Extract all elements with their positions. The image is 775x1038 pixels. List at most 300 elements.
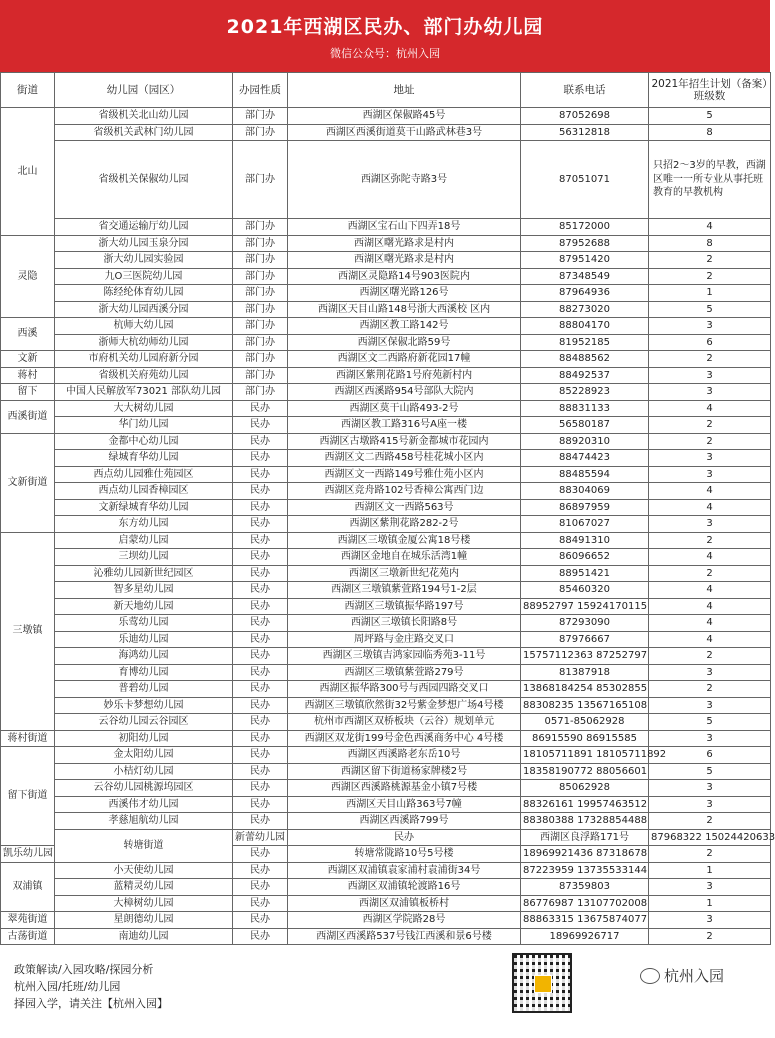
qr-logo xyxy=(534,975,552,993)
address-cell: 西湖区古墩路415号新金都城市花园内 xyxy=(288,433,521,450)
address-cell: 西湖区双浦镇轮渡路16号 xyxy=(288,879,521,896)
phone-cell: 87952688 xyxy=(521,235,649,252)
classes-cell: 3 xyxy=(649,879,771,896)
type-cell: 部门办 xyxy=(233,268,288,285)
kindergarten-name-cell: 南迪幼儿园 xyxy=(55,928,233,945)
phone-cell: 87223959 13735533144 xyxy=(521,862,649,879)
type-cell: 民办 xyxy=(233,433,288,450)
phone-cell: 88831133 xyxy=(521,400,649,417)
type-cell: 民办 xyxy=(233,664,288,681)
kindergarten-name-cell: 省级机关府苑幼儿园 xyxy=(55,367,233,384)
kindergarten-name-cell: 新天地幼儿园 xyxy=(55,598,233,615)
phone-cell: 18105711891 18105711892 xyxy=(521,747,649,764)
type-cell: 部门办 xyxy=(233,334,288,351)
table-row xyxy=(1,108,771,125)
type-cell: 民办 xyxy=(233,466,288,483)
classes-cell: 4 xyxy=(649,631,771,648)
table-row xyxy=(1,928,771,945)
table-row xyxy=(1,351,771,368)
phone-cell: 88804170 xyxy=(521,318,649,335)
type-cell: 民办 xyxy=(233,549,288,566)
classes-cell: 4 xyxy=(649,549,771,566)
phone-cell: 56312818 xyxy=(521,124,649,141)
district-cell: 灵隐 xyxy=(1,235,55,318)
kindergarten-name-cell: 省级机关武林门幼儿园 xyxy=(55,124,233,141)
phone-cell: 88326161 19957463512 xyxy=(521,796,649,813)
district-cell: 三墩镇 xyxy=(1,532,55,730)
classes-cell: 4 xyxy=(649,615,771,632)
address-cell: 西湖区留下街道杨家牌楼2号 xyxy=(288,763,521,780)
table-row xyxy=(1,301,771,318)
table-row xyxy=(1,141,771,219)
classes-cell: 3 xyxy=(649,730,771,747)
phone-cell: 87359803 xyxy=(521,879,649,896)
kindergarten-name-cell: 省级机关保俶幼儿园 xyxy=(55,141,233,219)
kindergarten-name-cell: 西点幼儿园香樟园区 xyxy=(55,483,233,500)
type-cell: 民办 xyxy=(233,450,288,467)
table-row xyxy=(1,648,771,665)
footer-line: 择园入学，请关注【杭州入园】 xyxy=(14,997,168,1010)
address-cell: 西湖区天目山路148号浙大西溪校 区内 xyxy=(288,301,521,318)
phone-cell: 88380388 17328854488 xyxy=(521,813,649,830)
phone-cell: 81387918 xyxy=(521,664,649,681)
kindergarten-name-cell: 孝慈旭航幼儿园 xyxy=(55,813,233,830)
type-cell: 部门办 xyxy=(233,235,288,252)
type-cell: 部门办 xyxy=(233,141,288,219)
phone-cell: 88952797 15924170115 xyxy=(521,598,649,615)
phone-cell: 88474423 xyxy=(521,450,649,467)
table-row xyxy=(1,268,771,285)
col-header-address: 地址 xyxy=(288,73,521,108)
classes-cell: 3 xyxy=(649,780,771,797)
phone-cell: 88951421 xyxy=(521,565,649,582)
table-row xyxy=(1,499,771,516)
classes-cell: 2 xyxy=(649,846,771,863)
type-cell: 民办 xyxy=(233,532,288,549)
footer-line: 杭州入园/托班/幼儿园 xyxy=(14,980,121,993)
type-cell: 民办 xyxy=(233,862,288,879)
type-cell: 部门办 xyxy=(233,108,288,125)
type-cell: 部门办 xyxy=(233,219,288,236)
kindergarten-name-cell: 云谷幼儿园桃源坞园区 xyxy=(55,780,233,797)
type-cell: 民办 xyxy=(233,582,288,599)
address-cell: 西湖区文二西路458号桂花城小区内 xyxy=(288,450,521,467)
classes-cell: 3 xyxy=(649,367,771,384)
district-cell: 双浦镇 xyxy=(1,862,55,912)
address-cell: 西湖区三墩镇长阳路8号 xyxy=(288,615,521,632)
address-cell: 西湖区三墩新世纪花苑内 xyxy=(288,565,521,582)
classes-cell: 3 xyxy=(649,384,771,401)
kindergarten-name-cell: 九O三医院幼儿园 xyxy=(55,268,233,285)
address-cell: 西湖区三墩镇欣然街32号紫金梦想广场4号楼 xyxy=(288,697,521,714)
classes-cell: 3 xyxy=(649,664,771,681)
classes-cell: 8 xyxy=(649,124,771,141)
table-row xyxy=(1,433,771,450)
kindergarten-name-cell: 蓝精灵幼儿园 xyxy=(55,879,233,896)
col-header-name: 幼儿园（园区） xyxy=(55,73,233,108)
kindergarten-table xyxy=(0,72,775,945)
kindergarten-name-cell: 西点幼儿园雅仕苑园区 xyxy=(55,466,233,483)
phone-cell: 0571-85062928 xyxy=(521,714,649,731)
classes-cell: 4 xyxy=(649,219,771,236)
type-cell: 民办 xyxy=(233,598,288,615)
table-row xyxy=(1,549,771,566)
kindergarten-name-cell: 华门幼儿园 xyxy=(55,417,233,434)
table-row xyxy=(1,252,771,269)
district-cell: 西溪街道 xyxy=(1,400,55,433)
kindergarten-name-cell: 文新绿城育华幼儿园 xyxy=(55,499,233,516)
table-row xyxy=(1,582,771,599)
kindergarten-name-cell: 金都中心幼儿园 xyxy=(55,433,233,450)
kindergarten-name-cell: 小桔灯幼儿园 xyxy=(55,763,233,780)
classes-cell: 只招2～3岁的早教，西湖区唯一一所专业从事托班教育的早教机构 xyxy=(649,141,771,219)
phone-cell: 15757112363 87252797 xyxy=(521,648,649,665)
type-cell: 民办 xyxy=(233,796,288,813)
classes-cell: 6 xyxy=(649,334,771,351)
classes-cell: 2 xyxy=(649,532,771,549)
type-cell: 部门办 xyxy=(233,367,288,384)
footer-text xyxy=(14,961,168,1012)
address-cell: 周坪路与金庄路交叉口 xyxy=(288,631,521,648)
phone-cell: 88491310 xyxy=(521,532,649,549)
district-cell: 留下街道 xyxy=(1,747,55,846)
classes-cell: 2 xyxy=(649,681,771,698)
phone-cell: 85228923 xyxy=(521,384,649,401)
classes-cell: 4 xyxy=(649,598,771,615)
table-row xyxy=(1,400,771,417)
classes-cell: 4 xyxy=(649,499,771,516)
table-row xyxy=(1,681,771,698)
phone-cell: 18969926717 xyxy=(521,928,649,945)
table-body xyxy=(1,108,775,945)
classes-cell: 2 xyxy=(649,252,771,269)
address-cell: 西湖区西溪路799号 xyxy=(288,813,521,830)
address-cell: 西湖区宝石山下四弄18号 xyxy=(288,219,521,236)
phone-cell: 88273020 xyxy=(521,301,649,318)
table-row xyxy=(1,483,771,500)
type-cell: 民办 xyxy=(233,516,288,533)
address-cell: 西湖区金地自在城乐活湾1幢 xyxy=(288,549,521,566)
type-cell: 民办 xyxy=(233,714,288,731)
classes-cell: 5 xyxy=(649,763,771,780)
type-cell: 部门办 xyxy=(233,384,288,401)
kindergarten-name-cell: 陈经纶体育幼儿园 xyxy=(55,285,233,302)
table-row xyxy=(1,417,771,434)
address-cell: 西湖区灵隐路14号903医院内 xyxy=(288,268,521,285)
type-cell: 民办 xyxy=(233,648,288,665)
phone-cell: 85172000 xyxy=(521,219,649,236)
type-cell: 部门办 xyxy=(233,318,288,335)
table-row xyxy=(1,664,771,681)
table-row xyxy=(1,615,771,632)
address-cell: 西湖区双浦镇板桥村 xyxy=(288,895,521,912)
table-row xyxy=(1,532,771,549)
table-row xyxy=(1,829,771,846)
phone-cell: 88920310 xyxy=(521,433,649,450)
district-cell: 文新 xyxy=(1,351,55,368)
address-cell: 西湖区西溪路954号部队大院内 xyxy=(288,384,521,401)
address-cell: 西湖区西溪路537号钱江西溪和景6号楼 xyxy=(288,928,521,945)
phone-cell: 88863315 13675874077 xyxy=(521,912,649,929)
table-row xyxy=(1,219,771,236)
phone-cell: 81067027 xyxy=(521,516,649,533)
address-cell: 西湖区教工路316号A座一楼 xyxy=(288,417,521,434)
address-cell: 转塘常陇路10号5号楼 xyxy=(288,846,521,863)
table-row xyxy=(1,565,771,582)
classes-cell: 1 xyxy=(649,895,771,912)
address-cell: 西湖区保俶路45号 xyxy=(288,108,521,125)
kindergarten-name-cell: 大樟树幼儿园 xyxy=(55,895,233,912)
col-header-district: 街道 xyxy=(1,73,55,108)
classes-cell: 3 xyxy=(649,697,771,714)
type-cell: 民办 xyxy=(233,417,288,434)
phone-cell: 86897959 xyxy=(521,499,649,516)
kindergarten-name-cell: 智多星幼儿园 xyxy=(55,582,233,599)
phone-cell: 81952185 xyxy=(521,334,649,351)
table-row xyxy=(1,384,771,401)
classes-cell: 3 xyxy=(649,466,771,483)
type-cell: 民办 xyxy=(288,829,521,846)
type-cell: 民办 xyxy=(233,681,288,698)
kindergarten-name-cell: 星朗德幼儿园 xyxy=(55,912,233,929)
table-header-row xyxy=(1,73,771,108)
footer-line: 政策解读/入园攻略/探园分析 xyxy=(14,963,154,976)
table-row xyxy=(1,879,771,896)
type-cell: 部门办 xyxy=(233,124,288,141)
address-cell: 杭州市西湖区双桥板块（云谷）规划单元 xyxy=(288,714,521,731)
phone-cell: 87968322 15024420633 xyxy=(649,829,771,846)
type-cell: 民办 xyxy=(233,697,288,714)
type-cell: 民办 xyxy=(233,895,288,912)
type-cell: 民办 xyxy=(233,631,288,648)
address-cell: 西湖区三墩镇紫萱路279号 xyxy=(288,664,521,681)
table-row xyxy=(1,912,771,929)
classes-cell: 1 xyxy=(649,285,771,302)
address-cell: 西湖区西溪路桃源基金小镇7号楼 xyxy=(288,780,521,797)
table-row xyxy=(1,450,771,467)
kindergarten-name-cell: 普碧幼儿园 xyxy=(55,681,233,698)
type-cell: 民办 xyxy=(233,879,288,896)
address-cell: 西湖区曙光路求是村内 xyxy=(288,235,521,252)
phone-cell: 87348549 xyxy=(521,268,649,285)
table-row xyxy=(1,714,771,731)
phone-cell: 56580187 xyxy=(521,417,649,434)
qr-code-image xyxy=(512,953,572,1013)
kindergarten-name-cell: 小天使幼儿园 xyxy=(55,862,233,879)
type-cell: 部门办 xyxy=(233,252,288,269)
kindergarten-name-cell: 省级机关北山幼儿园 xyxy=(55,108,233,125)
kindergarten-name-cell: 东方幼儿园 xyxy=(55,516,233,533)
district-cell: 蒋村 xyxy=(1,367,55,384)
district-cell: 古荡街道 xyxy=(1,928,55,945)
classes-cell: 2 xyxy=(649,928,771,945)
kindergarten-name-cell: 云谷幼儿园云谷园区 xyxy=(55,714,233,731)
district-cell: 留下 xyxy=(1,384,55,401)
type-cell: 民办 xyxy=(233,730,288,747)
district-cell: 西溪 xyxy=(1,318,55,351)
classes-cell: 5 xyxy=(649,301,771,318)
address-cell: 西湖区振华路300号与西园四路交叉口 xyxy=(288,681,521,698)
table-row xyxy=(1,730,771,747)
address-cell: 西湖区双龙街199号金色西溪商务中心 4号楼 xyxy=(288,730,521,747)
table-row xyxy=(1,796,771,813)
kindergarten-name-cell: 凯乐幼儿园 xyxy=(1,846,55,863)
type-cell: 部门办 xyxy=(233,351,288,368)
address-cell: 西湖区三墩镇振华路197号 xyxy=(288,598,521,615)
wechat-icon xyxy=(640,968,660,984)
table-row xyxy=(1,516,771,533)
classes-cell: 3 xyxy=(649,450,771,467)
table-row xyxy=(1,285,771,302)
address-cell: 西湖区学院路28号 xyxy=(288,912,521,929)
kindergarten-name-cell: 浙大幼儿园实验园 xyxy=(55,252,233,269)
phone-cell: 88304069 xyxy=(521,483,649,500)
classes-cell: 5 xyxy=(649,108,771,125)
phone-cell: 86096652 xyxy=(521,549,649,566)
kindergarten-name-cell: 海鸿幼儿园 xyxy=(55,648,233,665)
address-cell: 西湖区西溪路老东岳10号 xyxy=(288,747,521,764)
address-cell: 西湖区西溪街道莫干山路武林巷3号 xyxy=(288,124,521,141)
address-cell: 西湖区文二西路府新花园17幢 xyxy=(288,351,521,368)
brand-label xyxy=(640,965,724,986)
table-row xyxy=(1,124,771,141)
address-cell: 西湖区文一西路149号雅仕苑小区内 xyxy=(288,466,521,483)
table-row xyxy=(1,631,771,648)
phone-cell: 86776987 13107702008 xyxy=(521,895,649,912)
type-cell: 民办 xyxy=(233,747,288,764)
phone-cell: 87976667 xyxy=(521,631,649,648)
address-cell: 西湖区天目山路363号7幢 xyxy=(288,796,521,813)
kindergarten-name-cell: 乐迪幼儿园 xyxy=(55,631,233,648)
phone-cell: 88492537 xyxy=(521,367,649,384)
classes-cell: 3 xyxy=(649,516,771,533)
type-cell: 民办 xyxy=(233,400,288,417)
address-cell: 西湖区曙光路求是村内 xyxy=(288,252,521,269)
table-row xyxy=(1,598,771,615)
address-cell: 西湖区保俶北路59号 xyxy=(288,334,521,351)
phone-cell: 87052698 xyxy=(521,108,649,125)
classes-cell: 5 xyxy=(649,714,771,731)
address-cell: 西湖区紫荆花路282-2号 xyxy=(288,516,521,533)
table-row xyxy=(1,747,771,764)
col-header-phone: 联系电话 xyxy=(521,73,649,108)
table-row xyxy=(1,862,771,879)
classes-cell: 2 xyxy=(649,417,771,434)
kindergarten-name-cell: 新蕾幼儿园 xyxy=(233,829,288,846)
type-cell: 民办 xyxy=(233,615,288,632)
address-cell: 西湖区三墩镇吉鸿家园临秀苑3-11号 xyxy=(288,648,521,665)
table-row xyxy=(1,466,771,483)
kindergarten-name-cell: 西溪伟才幼儿园 xyxy=(55,796,233,813)
table-row xyxy=(1,235,771,252)
kindergarten-name-cell: 绿城育华幼儿园 xyxy=(55,450,233,467)
table-row xyxy=(1,697,771,714)
phone-cell: 87951420 xyxy=(521,252,649,269)
phone-cell: 85062928 xyxy=(521,780,649,797)
phone-cell: 85460320 xyxy=(521,582,649,599)
kindergarten-name-cell: 浙大幼儿园玉泉分园 xyxy=(55,235,233,252)
type-cell: 民办 xyxy=(233,928,288,945)
kindergarten-name-cell: 育博幼儿园 xyxy=(55,664,233,681)
type-cell: 民办 xyxy=(233,813,288,830)
type-cell: 部门办 xyxy=(233,285,288,302)
classes-cell: 8 xyxy=(649,235,771,252)
address-cell: 西湖区双浦镇袁家浦村袁浦街34号 xyxy=(288,862,521,879)
kindergarten-name-cell: 乐莺幼儿园 xyxy=(55,615,233,632)
table-row xyxy=(1,763,771,780)
classes-cell: 2 xyxy=(649,268,771,285)
table-row xyxy=(1,367,771,384)
district-cell: 翠苑街道 xyxy=(1,912,55,929)
col-header-type: 办园性质 xyxy=(233,73,288,108)
kindergarten-name-cell: 省交通运输厅幼儿园 xyxy=(55,219,233,236)
kindergarten-name-cell: 沁雅幼儿园新世纪园区 xyxy=(55,565,233,582)
phone-cell: 87964936 xyxy=(521,285,649,302)
district-cell: 文新街道 xyxy=(1,433,55,532)
classes-cell: 2 xyxy=(649,351,771,368)
address-cell: 西湖区教工路142号 xyxy=(288,318,521,335)
footer xyxy=(0,945,770,1035)
table-row xyxy=(1,318,771,335)
page-title: 2021年西湖区民办、部门办幼儿园 xyxy=(226,15,544,38)
phone-cell: 87051071 xyxy=(521,141,649,219)
phone-cell: 87293090 xyxy=(521,615,649,632)
classes-cell: 4 xyxy=(649,582,771,599)
district-cell: 北山 xyxy=(1,108,55,236)
type-cell: 民办 xyxy=(233,499,288,516)
classes-cell: 4 xyxy=(649,400,771,417)
classes-cell: 3 xyxy=(649,318,771,335)
phone-cell: 18969921436 87318678 xyxy=(521,846,649,863)
page-subtitle: 微信公众号：杭州入园 xyxy=(330,46,440,60)
kindergarten-name-cell: 三坝幼儿园 xyxy=(55,549,233,566)
classes-cell: 2 xyxy=(649,433,771,450)
brand-name: 杭州入园 xyxy=(664,967,725,985)
district-cell: 蒋村街道 xyxy=(1,730,55,747)
phone-cell: 88485594 xyxy=(521,466,649,483)
phone-cell: 13868184254 85302855 xyxy=(521,681,649,698)
table-row xyxy=(1,813,771,830)
phone-cell: 88308235 13567165108 xyxy=(521,697,649,714)
classes-cell: 6 xyxy=(649,747,771,764)
classes-cell: 3 xyxy=(649,796,771,813)
classes-cell: 2 xyxy=(649,565,771,582)
phone-cell: 88488562 xyxy=(521,351,649,368)
address-cell: 西湖区紫荆花路1号府苑新村内 xyxy=(288,367,521,384)
address-cell: 西湖区弥陀寺路3号 xyxy=(288,141,521,219)
kindergarten-name-cell: 杭师大幼儿园 xyxy=(55,318,233,335)
type-cell: 民办 xyxy=(233,565,288,582)
type-cell: 民办 xyxy=(233,483,288,500)
classes-cell: 2 xyxy=(649,813,771,830)
address-cell: 西湖区曙光路126号 xyxy=(288,285,521,302)
kindergarten-name-cell: 初阳幼儿园 xyxy=(55,730,233,747)
address-cell: 西湖区文一西路563号 xyxy=(288,499,521,516)
kindergarten-name-cell: 大大树幼儿园 xyxy=(55,400,233,417)
table-row xyxy=(1,895,771,912)
classes-cell: 2 xyxy=(649,648,771,665)
phone-cell: 86915590 86915585 xyxy=(521,730,649,747)
type-cell: 部门办 xyxy=(233,301,288,318)
address-cell: 西湖区良浮路171号 xyxy=(521,829,649,846)
type-cell: 民办 xyxy=(233,763,288,780)
table-row xyxy=(1,780,771,797)
kindergarten-name-cell: 金太阳幼儿园 xyxy=(55,747,233,764)
page-header xyxy=(0,0,770,72)
classes-cell: 4 xyxy=(649,483,771,500)
col-header-classes: 2021年招生计划（备案）班级数 xyxy=(649,73,771,108)
kindergarten-name-cell: 浙师大杭幼师幼儿园 xyxy=(55,334,233,351)
